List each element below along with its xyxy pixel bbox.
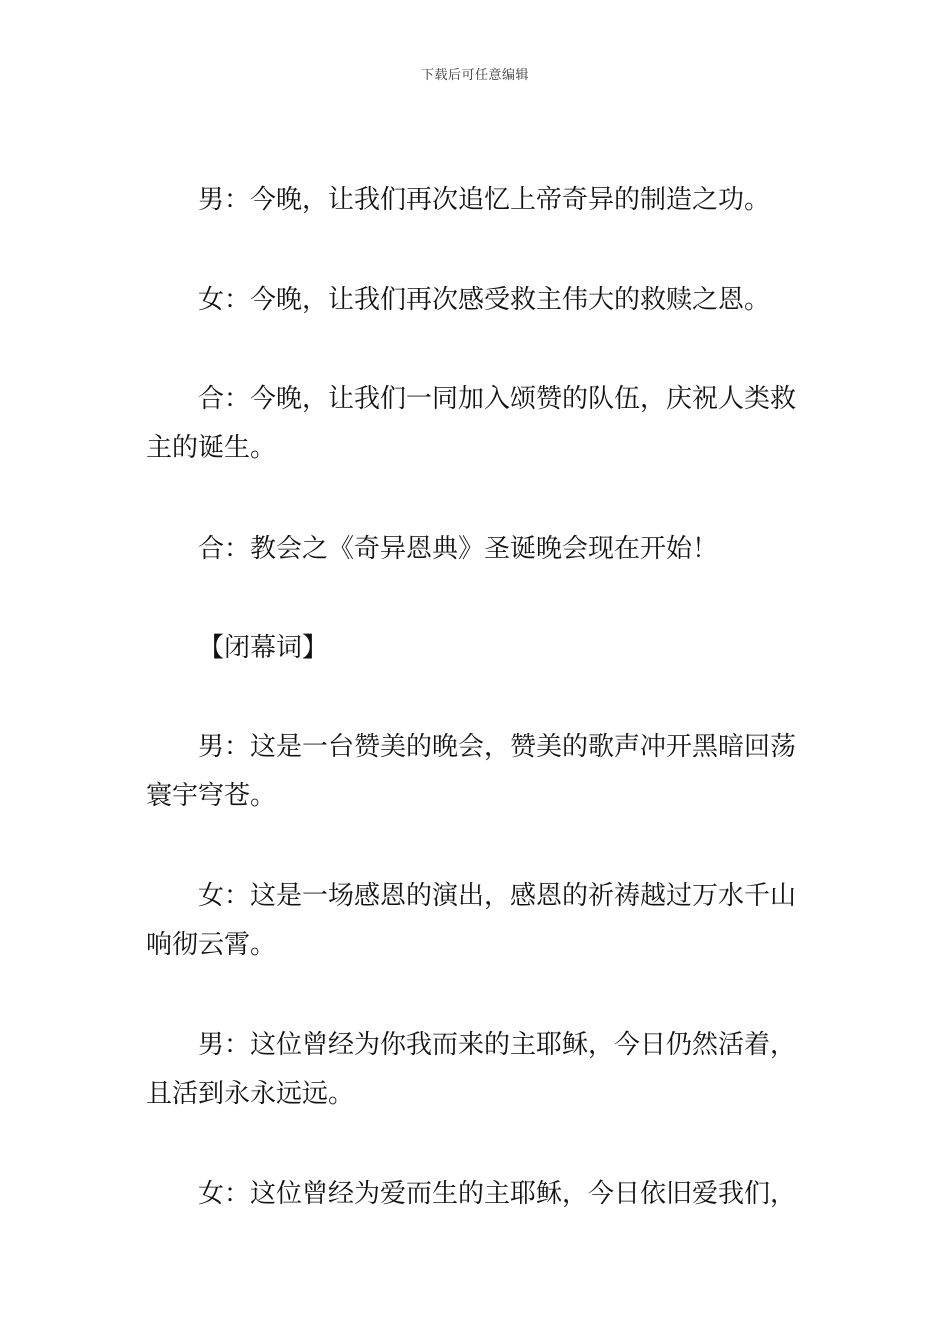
section-heading-closing: 【闭幕词】 (198, 633, 329, 663)
paragraph-male-closing-2: 男：这位曾经为你我而来的主耶稣，今日仍然活着，且活到永永远远。 (146, 1030, 797, 1109)
paragraph-female-closing-1: 女：这是一场感恩的演出，感恩的祈祷越过万水千山响彻云霄。 (146, 881, 797, 960)
paragraph-together-start: 合：教会之《奇异恩典》圣诞晚会现在开始！ (198, 534, 719, 564)
paragraph-together-opening: 合：今晚，让我们一同加入颂赞的队伍，庆祝人类救主的诞生。 (146, 384, 797, 463)
page-header: 下载后可任意编辑 (420, 68, 529, 83)
paragraph-male-closing-1: 男：这是一台赞美的晚会，赞美的歌声冲开黑暗回荡寰宇穹苍。 (146, 732, 797, 811)
paragraph-female-closing-2: 女：这位曾经为爱而生的主耶稣，今日依旧爱我们， (198, 1179, 797, 1209)
paragraph-female-opening: 女：今晚，让我们再次感受救主伟大的救赎之恩。 (198, 285, 771, 315)
paragraph-male-opening: 男：今晚，让我们再次追忆上帝奇异的制造之功。 (198, 185, 771, 215)
